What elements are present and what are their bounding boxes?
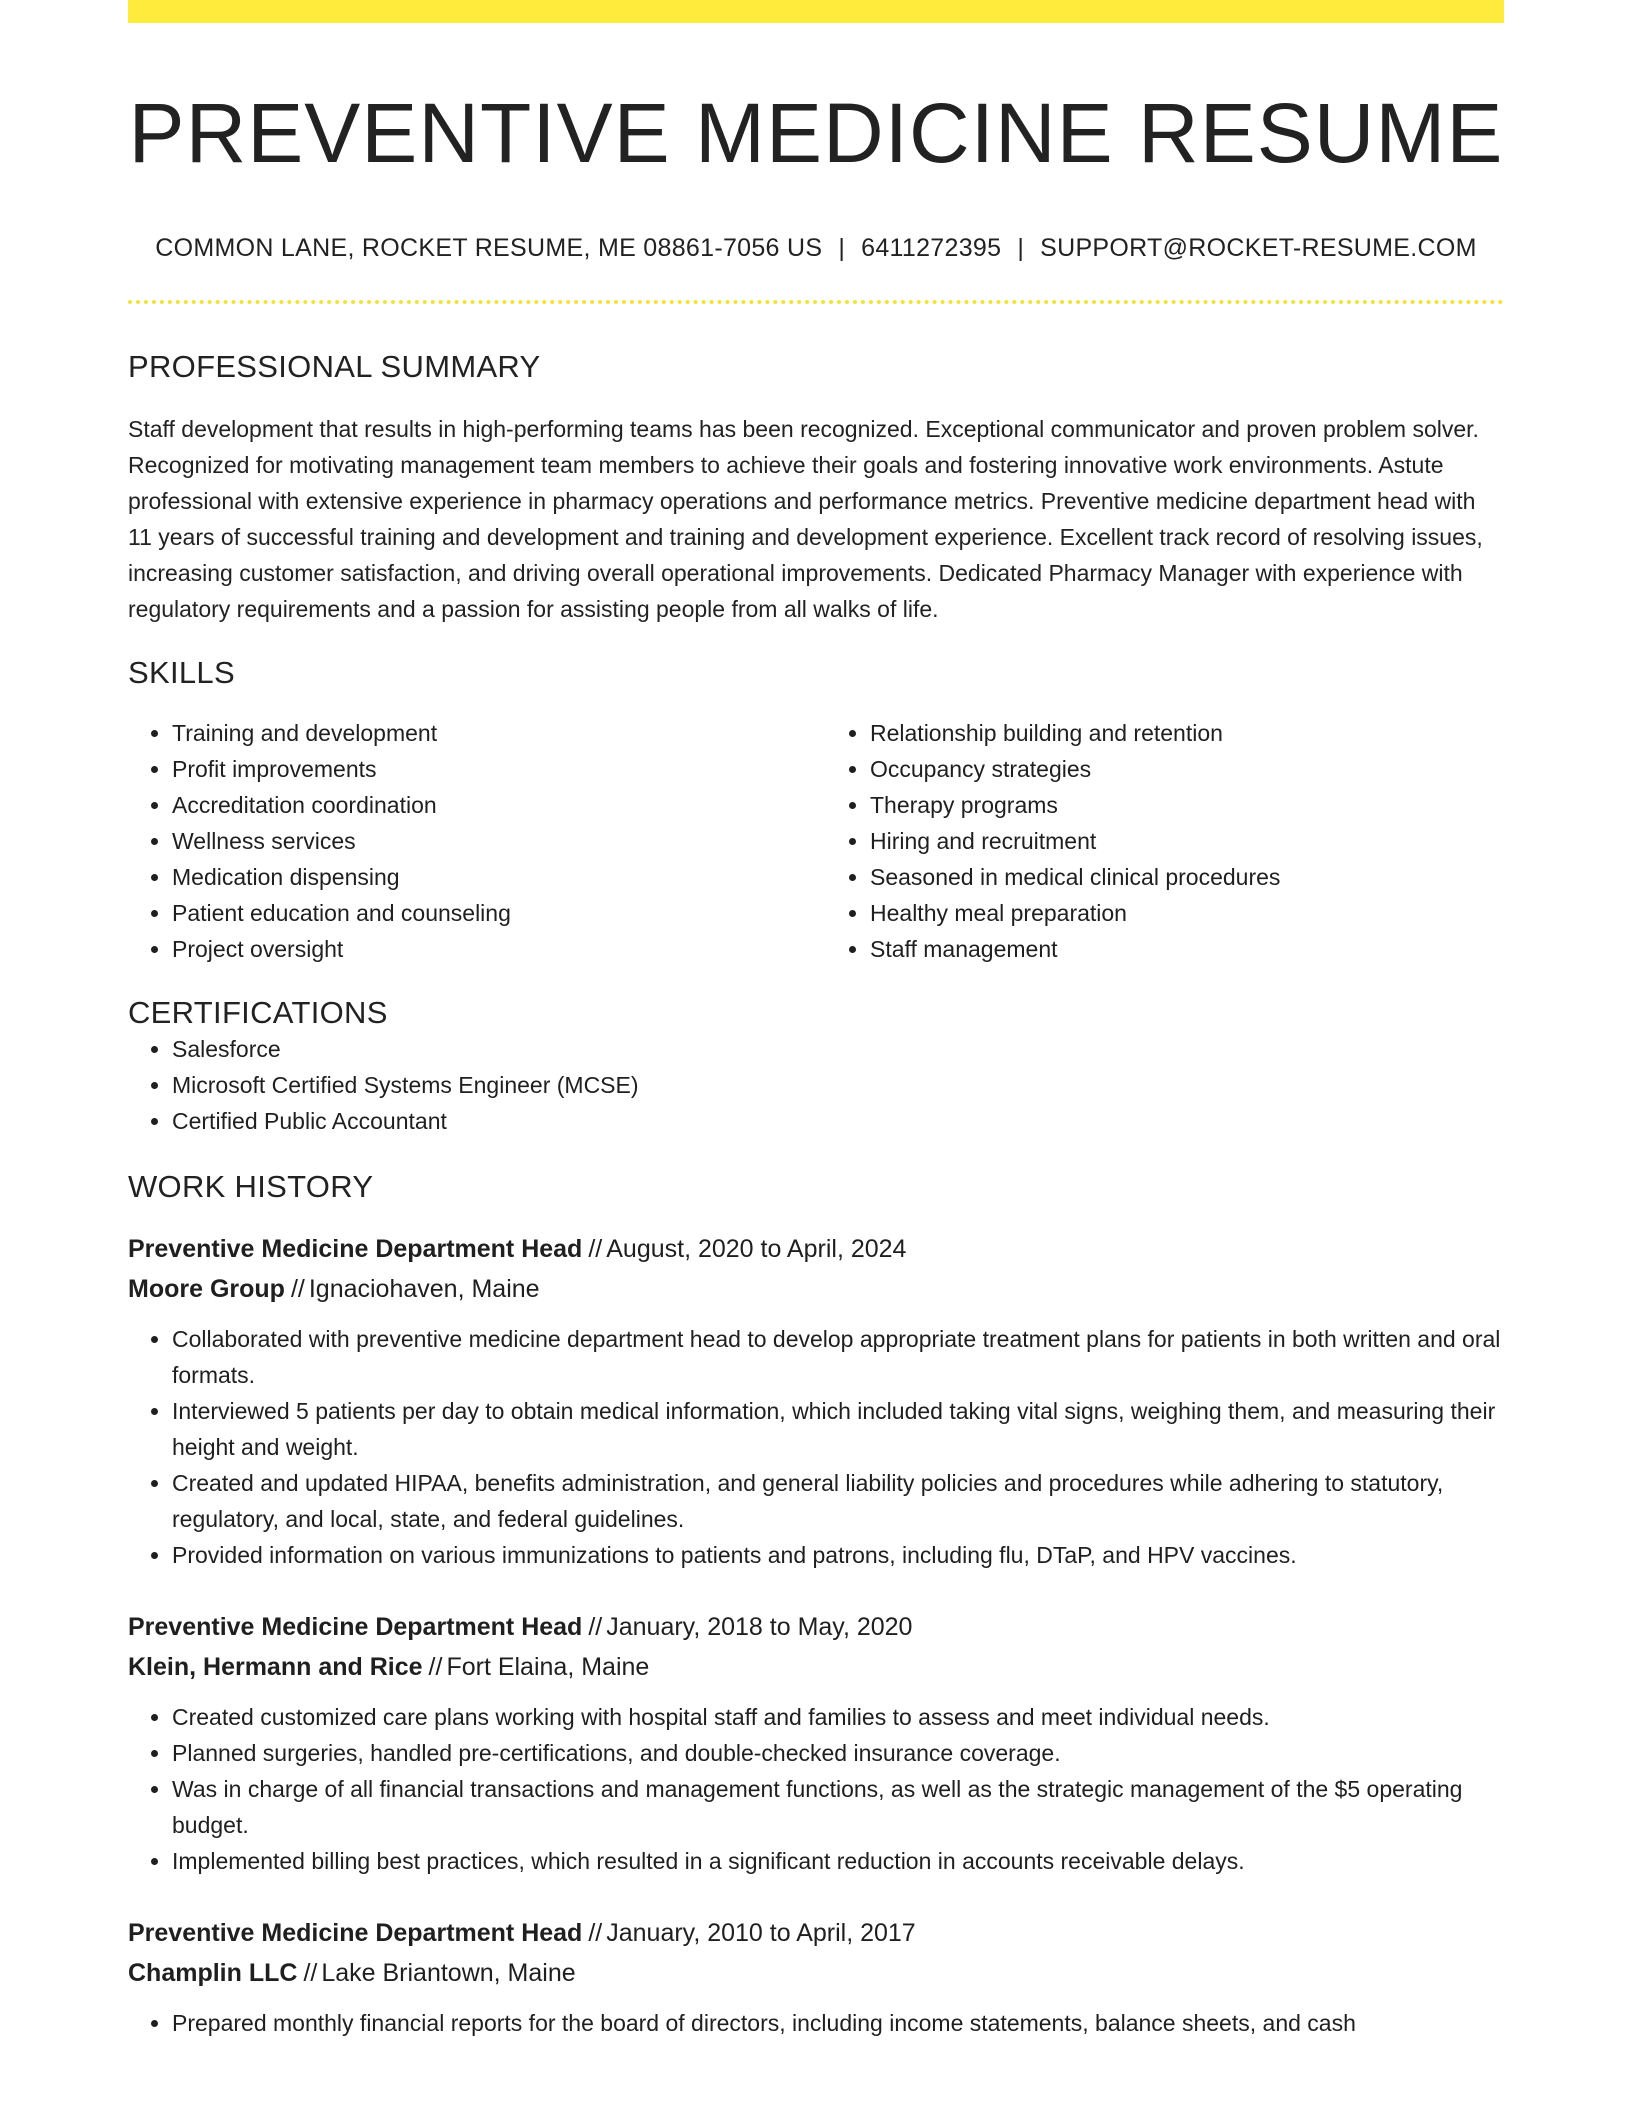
job-title: Preventive Medicine Department Head: [128, 1234, 583, 1263]
skill-item: • Staff management: [870, 931, 1504, 967]
job-title: Preventive Medicine Department Head: [128, 1612, 583, 1641]
job-entry: [128, 1913, 1504, 2041]
work-history-heading: WORK HISTORY: [128, 1168, 374, 1204]
skill-item: • Relationship building and retention: [870, 715, 1504, 751]
job-title-line: [128, 1913, 1504, 1953]
skills-grid: [128, 715, 1504, 967]
job-entry: [128, 1229, 1504, 1573]
contact-line: [128, 234, 1504, 263]
job-bullets: [128, 1699, 1504, 1879]
skill-item: • Occupancy strategies: [870, 751, 1504, 787]
skill-item: • Medication dispensing: [172, 859, 806, 895]
job-bullet: • Implemented billing best practices, which resulted in a significant reduction in accounts receivable delays.: [172, 1843, 1504, 1879]
job-company-line: [128, 1953, 1504, 1993]
job-company: Klein, Hermann and Rice: [128, 1652, 423, 1681]
contact-address: COMMON LANE, ROCKET RESUME, ME 08861-7056 US: [155, 233, 823, 262]
job-location: Fort Elaina, Maine: [446, 1652, 650, 1681]
contact-email: SUPPORT@ROCKET-RESUME.COM: [1040, 233, 1477, 262]
skills-list-left: [128, 715, 806, 967]
job-location: Lake Briantown, Maine: [321, 1958, 576, 1987]
skills-heading: SKILLS: [128, 654, 235, 690]
job-company-line: [128, 1269, 1504, 1309]
summary-text: Staff development that results in high-performing teams has been recognized. Exceptional communicator and proven problem solver. Recognized for motivating management team members to achieve their goals and fostering innovative work environments. Astute professional with extensive experience in pharmacy operations and performance metrics. Preventive medicine department head with 11 years of successful training and development and training and development experience. Excellent track record of resolving issues, increasing customer satisfaction, and driving overall operational improvements. Dedicated Pharmacy Manager with experience with regulatory requirements and a passion for assisting people from all walks of life.: [128, 415, 1483, 622]
job-bullet: • Provided information on various immunizations to patients and patrons, including flu, DTaP, and HPV vaccines.: [172, 1537, 1504, 1573]
job-company: Champlin LLC: [128, 1958, 298, 1987]
job-bullet: • Was in charge of all financial transactions and management functions, as well as the strategic management of the $5 operating budget.: [172, 1771, 1504, 1843]
skill-item: • Training and development: [172, 715, 806, 751]
skill-item: • Healthy meal preparation: [870, 895, 1504, 931]
job-title-line: [128, 1607, 1504, 1647]
job-bullet: • Created and updated HIPAA, benefits administration, and general liability policies and procedures while adhering to statutory, regulatory, and local, state, and federal guidelines.: [172, 1465, 1504, 1537]
accent-top-bar: [128, 0, 1504, 23]
job-separator: //: [303, 1958, 318, 1987]
job-separator: //: [588, 1918, 603, 1947]
certifications-list: [128, 1031, 1504, 1139]
job-separator: //: [428, 1652, 443, 1681]
job-company-line: [128, 1647, 1504, 1687]
skills-list-right: [826, 715, 1504, 967]
job-title: Preventive Medicine Department Head: [128, 1918, 583, 1947]
contact-separator: |: [1017, 233, 1025, 262]
job-location: Ignaciohaven, Maine: [308, 1274, 540, 1303]
certifications-heading: CERTIFICATIONS: [128, 994, 388, 1030]
skill-item: • Patient education and counseling: [172, 895, 806, 931]
resume-page: [128, 0, 1504, 2112]
contact-phone: 6411272395: [861, 233, 1002, 262]
skill-item: • Profit improvements: [172, 751, 806, 787]
job-title-line: [128, 1229, 1504, 1269]
resume-title: PREVENTIVE MEDICINE RESUME: [128, 86, 1504, 180]
job-bullet: • Collaborated with preventive medicine department head to develop appropriate treatment plans for patients in both written and oral formats.: [172, 1321, 1504, 1393]
job-entry: [128, 1607, 1504, 1879]
skill-item: • Project oversight: [172, 931, 806, 967]
certification-item: • Certified Public Accountant: [172, 1103, 1504, 1139]
job-bullets: [128, 2005, 1504, 2041]
job-dates: August, 2020 to April, 2024: [606, 1234, 907, 1263]
skill-item: • Hiring and recruitment: [870, 823, 1504, 859]
job-dates: January, 2018 to May, 2020: [606, 1612, 913, 1641]
job-company: Moore Group: [128, 1274, 285, 1303]
skill-item: • Accreditation coordination: [172, 787, 806, 823]
job-bullets: [128, 1321, 1504, 1573]
skill-item: • Wellness services: [172, 823, 806, 859]
skill-item: • Therapy programs: [870, 787, 1504, 823]
job-bullet: • Planned surgeries, handled pre-certifications, and double-checked insurance coverage.: [172, 1735, 1504, 1771]
job-dates: January, 2010 to April, 2017: [606, 1918, 916, 1947]
job-bullet: • Created customized care plans working with hospital staff and families to assess and meet individual needs.: [172, 1699, 1504, 1735]
summary-heading: PROFESSIONAL SUMMARY: [128, 348, 541, 384]
certification-item: • Microsoft Certified Systems Engineer (MCSE): [172, 1067, 1504, 1103]
job-separator: //: [588, 1234, 603, 1263]
contact-separator: |: [838, 233, 846, 262]
job-separator: //: [290, 1274, 305, 1303]
job-bullet: • Interviewed 5 patients per day to obtain medical information, which included taking vital signs, weighing them, and measuring their height and weight.: [172, 1393, 1504, 1465]
dotted-divider: [128, 300, 1504, 304]
skill-item: • Seasoned in medical clinical procedures: [870, 859, 1504, 895]
job-separator: //: [588, 1612, 603, 1641]
job-bullet: • Prepared monthly financial reports for the board of directors, including income statements, balance sheets, and cash: [172, 2005, 1504, 2041]
certification-item: • Salesforce: [172, 1031, 1504, 1067]
